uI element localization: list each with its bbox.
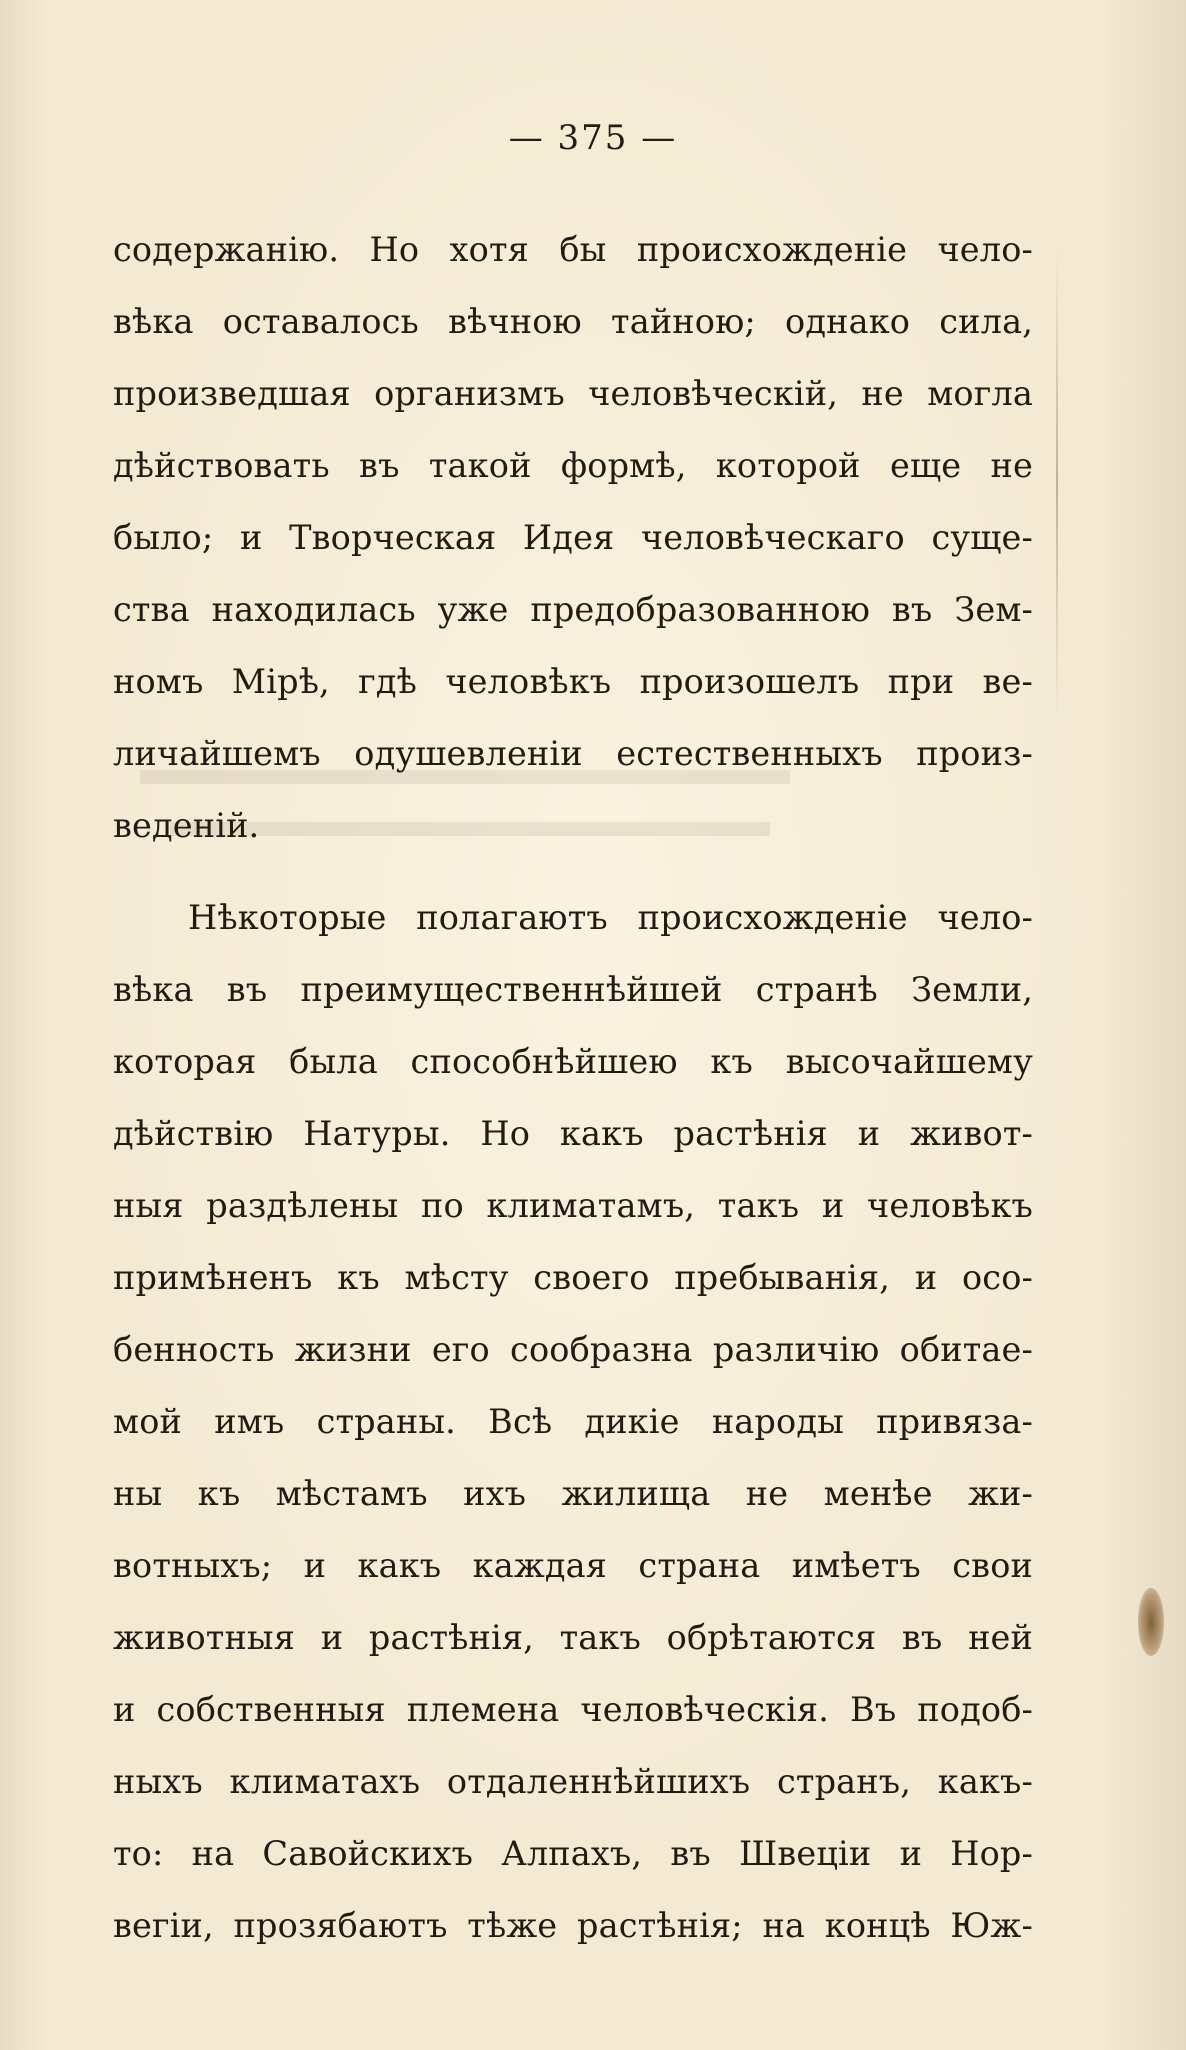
paper-stain xyxy=(1138,1588,1164,1656)
text-line: личайшемъ одушевленіи естественныхъ произ- xyxy=(113,734,1033,773)
text-line: бенность жизни его сообразна различію обитае- xyxy=(113,1330,1033,1369)
text-line: дѣйствовать въ такой формѣ, которой еще не xyxy=(113,446,1033,485)
text-line: произведшая организмъ человѣческій, не могла xyxy=(113,374,1033,413)
text-line: примѣненъ къ мѣсту своего пребыванія, и осо- xyxy=(113,1258,1033,1297)
page-number: — 375 — xyxy=(508,118,678,158)
text-line: дѣйствію Натуры. Но какъ растѣнія и живот- xyxy=(113,1114,1033,1153)
text-line: вегіи, прозябаютъ тѣже растѣнія; на концѣ Юж- xyxy=(113,1906,1033,1945)
text-line: вѣка оставалось вѣчною тайною; однако сила, xyxy=(113,302,1033,341)
text-line: ства находилась уже предобразованною въ Зем- xyxy=(113,590,1033,629)
text-line: ныхъ климатахъ отдаленнѣйшихъ странъ, какъ- xyxy=(113,1762,1033,1801)
paragraph-1 xyxy=(113,214,1033,862)
text-line: Нѣкоторые полагаютъ происхожденіе чело- xyxy=(188,898,1033,937)
text-line: веденій. xyxy=(113,806,260,845)
text-line: ны къ мѣстамъ ихъ жилища не менѣе жи- xyxy=(113,1474,1033,1513)
text-line: животныя и растѣнія, такъ обрѣтаются въ ней xyxy=(113,1618,1033,1657)
page-fold-shadow xyxy=(1056,250,1058,720)
text-line: то: на Савойскихъ Алпахъ, въ Швеціи и Нор- xyxy=(113,1834,1033,1873)
text-line: было; и Творческая Идея человѣческаго суще- xyxy=(113,518,1033,557)
text-line: которая была способнѣйшею къ высочайшему xyxy=(113,1042,1033,1081)
paragraph-2 xyxy=(113,882,1033,1962)
text-line: мой имъ страны. Всѣ дикіе народы привяза- xyxy=(113,1402,1033,1441)
text-line: вотныхъ; и какъ каждая страна имѣетъ свои xyxy=(113,1546,1033,1585)
text-line: и собственныя племена человѣческія. Въ подоб- xyxy=(113,1690,1033,1729)
text-line: ныя раздѣлены по климатамъ, такъ и человѣкъ xyxy=(113,1186,1033,1225)
text-line: содержанію. Но хотя бы происхожденіе чело- xyxy=(113,230,1033,269)
text-line: вѣка въ преимущественнѣйшей странѣ Земли, xyxy=(113,970,1033,1009)
text-line: номъ Мірѣ, гдѣ человѣкъ произошелъ при ве- xyxy=(113,662,1033,701)
